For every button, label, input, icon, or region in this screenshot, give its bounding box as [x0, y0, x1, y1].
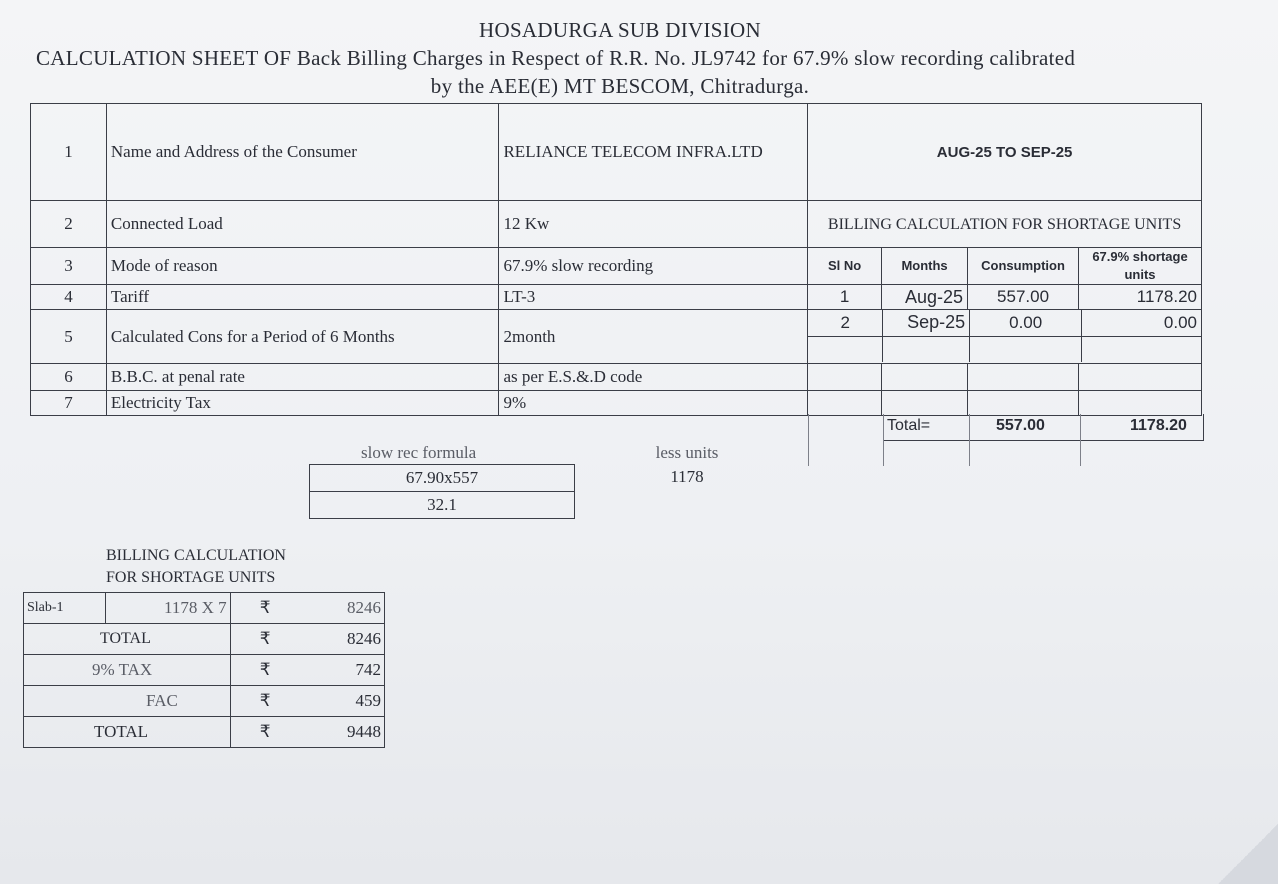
- row-label: Calculated Cons for a Period of 6 Months: [106, 310, 499, 364]
- less-units: [652, 443, 722, 487]
- col-header-shortage: 67.9% shortage units: [1079, 248, 1202, 285]
- header-line-2: CALCULATION SHEET OF Back Billing Charges in Respect of R.R. No. JL9742 for 67.9% slow recording calibrated: [36, 46, 1076, 70]
- row-value: 12 Kw: [499, 201, 808, 248]
- row-value: as per E.S.&.D code: [499, 364, 808, 391]
- shortage-heading-2: FOR SHORTAGE UNITS: [106, 569, 276, 586]
- formula-label: slow rec formula: [361, 443, 477, 462]
- less-units-value: 1178: [670, 467, 704, 486]
- consumer-details-table: [30, 103, 1202, 416]
- calc-consumption: 557.00: [968, 285, 1079, 310]
- row-no: 4: [31, 285, 107, 310]
- slab-label: Slab-1: [24, 593, 106, 624]
- col-header-consumption: Consumption: [968, 248, 1079, 285]
- formula-line-1: 67.90x557: [310, 465, 575, 492]
- calc-month: Sep-25: [883, 310, 970, 336]
- total-shortage: 1178.20: [1130, 417, 1187, 434]
- rupee-icon: ₹: [230, 593, 300, 624]
- row-value: 2month: [499, 310, 808, 364]
- fac-label: FAC: [24, 686, 231, 717]
- slab-calc: 1178 X 7: [105, 593, 230, 624]
- row-no: 2: [31, 201, 107, 248]
- grand-total-amount: 9448: [300, 717, 385, 748]
- formula-box: [309, 464, 575, 519]
- row-value: 9%: [499, 391, 808, 416]
- row-label: Electricity Tax: [106, 391, 499, 416]
- calc-month: Aug-25: [882, 285, 968, 310]
- row-label: Mode of reason: [106, 248, 499, 285]
- billing-period: AUG-25 TO SEP-25: [808, 104, 1202, 201]
- row-no: 7: [31, 391, 107, 416]
- total-label: TOTAL: [24, 624, 231, 655]
- rupee-icon: ₹: [230, 717, 300, 748]
- fac-amount: 459: [300, 686, 385, 717]
- total-label: Total=: [887, 417, 931, 434]
- row-value: 67.9% slow recording: [499, 248, 808, 285]
- grand-total-label: TOTAL: [24, 717, 231, 748]
- rupee-icon: ₹: [230, 686, 300, 717]
- calc-shortage: 1178.20: [1079, 285, 1202, 310]
- formula-line-2: 32.1: [310, 492, 575, 519]
- col-header-months: Months: [882, 248, 968, 285]
- row-value: RELIANCE TELECOM INFRA.LTD: [499, 104, 808, 201]
- shortage-billing-table: [23, 592, 385, 748]
- billing-calc-heading: BILLING CALCULATION FOR SHORTAGE UNITS: [808, 201, 1202, 248]
- tax-amount: 742: [300, 655, 385, 686]
- col-header-sl: Sl No: [808, 248, 882, 285]
- calc-shortage: 0.00: [1082, 310, 1201, 336]
- row-label: Name and Address of the Consumer: [106, 104, 499, 201]
- row-label: Connected Load: [106, 201, 499, 248]
- header-line-3: by the AEE(E) MT BESCOM, Chitradurga.: [430, 74, 810, 98]
- slab-amount: 8246: [300, 593, 385, 624]
- shortage-heading-1: BILLING CALCULATION: [106, 547, 286, 564]
- header-line-1: HOSADURGA SUB DIVISION: [479, 18, 761, 42]
- row-value: LT-3: [499, 285, 808, 310]
- row-label: Tariff: [106, 285, 499, 310]
- row-no: 5: [31, 310, 107, 364]
- less-units-label: less units: [655, 443, 719, 462]
- rupee-icon: ₹: [230, 624, 300, 655]
- rupee-icon: ₹: [230, 655, 300, 686]
- page-fold: [1218, 824, 1278, 884]
- tax-label: 9% TAX: [24, 655, 231, 686]
- total-consumption: 557.00: [996, 417, 1045, 434]
- total-amount: 8246: [300, 624, 385, 655]
- row-no: 3: [31, 248, 107, 285]
- calc-sl: 1: [808, 285, 882, 310]
- row-no: 1: [31, 104, 107, 201]
- shortage-billing-heading: [106, 545, 286, 589]
- calc-consumption: 0.00: [970, 310, 1082, 336]
- row-no: 6: [31, 364, 107, 391]
- row-label: B.B.C. at penal rate: [106, 364, 499, 391]
- calc-sl: 2: [808, 310, 883, 336]
